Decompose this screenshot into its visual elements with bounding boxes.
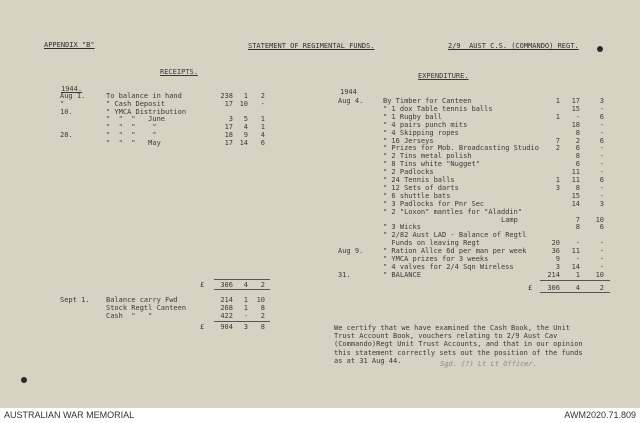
row-pence: -	[260, 99, 265, 108]
row-description: " " " "	[106, 123, 157, 132]
row-pence: 10	[595, 215, 604, 224]
row-shillings: 14	[571, 199, 580, 208]
row-description: " 2/82 Aust LAD - Balance of Regtl	[383, 231, 527, 240]
total-pounds: 306	[220, 281, 233, 289]
row-pence: -	[599, 247, 604, 256]
row-pence: 6	[260, 138, 265, 147]
row-shillings: 17	[571, 97, 580, 105]
row-description: " 1 Rugby ball	[383, 112, 443, 121]
expenditure-year: 1944	[340, 88, 357, 96]
row-shillings: 1	[243, 92, 248, 100]
certificate-line: this statement correctly sets out the position of the funds	[334, 348, 583, 357]
row-shillings: 5	[243, 115, 248, 124]
row-pence: -	[599, 128, 604, 137]
row-description: " Prizes for Mob. Broadcasting Studio	[383, 144, 539, 153]
exp-total-rule-2	[540, 292, 610, 293]
punch-hole-top	[597, 46, 603, 52]
row-pence: 10	[256, 296, 265, 304]
row-pence: -	[599, 144, 604, 153]
row-description: " BALANCE	[383, 270, 421, 279]
total-pence: 2	[260, 281, 265, 289]
receipts-total-rule	[214, 279, 270, 280]
row-shillings: 8	[575, 128, 580, 137]
row-shillings: 14	[571, 262, 580, 271]
row-pence: 2	[260, 312, 265, 320]
row-pounds: 214	[220, 296, 233, 304]
row-date: Aug 1.	[60, 92, 86, 100]
receipts-heading: RECEIPTS.	[160, 68, 198, 76]
row-description: " " " May	[106, 138, 161, 147]
row-description: By Timber for Canteen	[383, 97, 472, 105]
row-shillings: 11	[571, 247, 580, 256]
footer-left: AUSTRALIAN WAR MEMORIAL	[4, 410, 135, 420]
row-shillings: -	[575, 255, 580, 263]
row-description: " YMCA prizes for 3 weeks	[383, 255, 489, 263]
row-shillings: 6	[575, 160, 580, 169]
row-shillings: 14	[239, 138, 248, 147]
row-date: Aug 9.	[338, 247, 364, 256]
row-description: " 8 Tins white "Nugget"	[383, 160, 480, 169]
certificate-line: Trust Account Book, vouchers relating to 2/9 Aust Cav	[334, 332, 558, 341]
total-currency: £	[200, 323, 205, 331]
row-description: Stock Regtl Canteen	[106, 304, 187, 312]
row-pounds: 3	[555, 183, 560, 192]
row-pounds: 3	[228, 115, 233, 124]
row-description: " YMCA Distribution	[106, 107, 187, 116]
sept-subtotal-rule	[214, 321, 270, 322]
row-description: " 2 Padlocks	[383, 168, 434, 177]
row-description: " Ration Allce 6d per man per week	[383, 247, 527, 256]
row-pence: 6	[599, 136, 604, 145]
row-pounds: 2	[555, 144, 560, 153]
row-pence: -	[599, 191, 604, 200]
row-shillings: 11	[571, 176, 580, 184]
row-date: Aug 4.	[338, 97, 364, 105]
row-pence: 1	[260, 123, 265, 132]
row-description: " 24 Tennis balls	[383, 176, 455, 184]
row-shillings: 18	[571, 120, 580, 129]
certificate-line: (Commando)Regt Unit Trust Accounts, and that in our opinion	[334, 340, 583, 349]
total-shillings: 4	[243, 281, 248, 289]
row-description: " 3 Padlocks for Pnr Sec	[383, 199, 485, 208]
row-description: " 12 Sets of darts	[383, 183, 459, 192]
row-shillings: 15	[571, 104, 580, 113]
row-date: 31.	[338, 270, 351, 279]
row-shillings: 10	[239, 99, 248, 108]
row-pounds: 268	[220, 304, 233, 312]
row-pounds: 9	[555, 255, 560, 263]
row-description: Funds on leaving Regt	[383, 239, 480, 248]
expenditure-heading: EXPENDITURE.	[418, 72, 469, 80]
row-shillings: -	[243, 312, 248, 320]
row-date: 28.	[60, 131, 73, 139]
row-description: " 3 Wicks	[383, 223, 421, 232]
row-shillings: 1	[575, 270, 580, 279]
row-description: Lamp	[383, 215, 518, 224]
row-shillings: -	[575, 239, 580, 248]
row-pence: -	[599, 183, 604, 192]
row-pence: -	[599, 168, 604, 177]
row-description: " " " June	[106, 115, 166, 124]
punch-hole-bottom	[21, 377, 27, 383]
row-pounds: 214	[547, 270, 560, 279]
row-pence: 3	[599, 199, 604, 208]
receipts-total-rule-2	[214, 289, 270, 290]
row-shillings: 6	[575, 144, 580, 153]
row-pence: -	[599, 152, 604, 161]
total-shillings: 4	[575, 284, 580, 292]
row-description: " 4 valves for 2/4 Sqn Wireless	[383, 262, 514, 271]
row-pence: -	[599, 239, 604, 248]
row-pounds: 1	[555, 176, 560, 184]
row-description: " Cash Deposit	[106, 99, 166, 108]
receipts-year: 1944.	[61, 85, 83, 93]
row-shillings: 2	[575, 136, 580, 145]
total-currency: £	[528, 284, 533, 292]
row-shillings: 8	[575, 183, 580, 192]
footer-right: AWM2020.71.809	[564, 410, 636, 420]
row-pounds: 7	[555, 136, 560, 145]
row-shillings: 7	[575, 215, 580, 224]
row-pence: 10	[595, 270, 604, 279]
row-pence: -	[599, 120, 604, 129]
row-shillings: 1	[243, 304, 248, 312]
row-pence: 8	[260, 304, 265, 312]
row-pence: -	[599, 262, 604, 271]
row-description: Cash " "	[106, 312, 153, 320]
row-pence: 4	[260, 131, 265, 139]
certificate-line: as at 31 Aug 44.	[334, 356, 402, 365]
row-pounds: 17	[224, 123, 233, 132]
row-pence: 6	[599, 223, 604, 232]
total-pounds: 306	[547, 284, 560, 292]
exp-total-rule	[540, 280, 610, 281]
row-pence: -	[599, 104, 604, 113]
row-pence: 1	[260, 115, 265, 124]
total-shillings: 3	[243, 323, 248, 331]
row-pence: 6	[599, 176, 604, 184]
row-description: " 4 pairs punch mits	[383, 120, 468, 129]
row-date: Sept 1.	[60, 296, 90, 304]
row-pounds: 36	[551, 247, 560, 256]
row-pounds: 20	[551, 239, 560, 248]
row-pence: 2	[260, 92, 265, 100]
row-pounds: 1	[555, 112, 560, 121]
row-date: 10.	[60, 107, 73, 116]
total-pence: 2	[599, 284, 604, 292]
row-pence: -	[599, 255, 604, 263]
row-description: " 4 Skipping ropes	[383, 128, 459, 137]
row-description: " 1 dox Table tennis balls	[383, 104, 493, 113]
row-description: To balance in hand	[106, 92, 182, 100]
row-pounds: 3	[555, 262, 560, 271]
row-shillings: 15	[571, 191, 580, 200]
row-pounds: 17	[224, 138, 233, 147]
row-pence: 6	[599, 112, 604, 121]
row-description: " 16 Jerseys	[383, 136, 434, 145]
row-shillings: 9	[243, 131, 248, 139]
row-shillings: -	[575, 112, 580, 121]
row-shillings: 1	[243, 296, 248, 304]
row-pence: 3	[599, 97, 604, 105]
row-description: " 2 "Loxon" mantles for "Aladdin"	[383, 207, 523, 216]
statement-title: STATEMENT OF REGIMENTAL FUNDS.	[248, 42, 375, 50]
unit-name: 2/9 AUST C.S. (COMMANDO) REGT.	[448, 42, 579, 50]
row-pounds: 422	[220, 312, 233, 320]
row-shillings: 8	[575, 152, 580, 161]
row-shillings: 11	[571, 168, 580, 177]
row-shillings: 4	[243, 123, 248, 132]
row-pounds: 17	[224, 99, 233, 108]
row-pounds: 1	[555, 97, 560, 105]
row-description: " 2 Tins metal polish	[383, 152, 472, 161]
row-description: Balance carry Fwd	[106, 296, 178, 304]
signature-note: Sgd. (?) Lt Lt Officer.	[440, 360, 537, 368]
row-pounds: 238	[220, 92, 233, 100]
total-pounds: 904	[220, 323, 233, 331]
row-shillings: 8	[575, 223, 580, 232]
certificate-line: We certify that we have examined the Cash Book, the Unit	[334, 324, 571, 332]
appendix-label: APPENDIX "B"	[44, 41, 95, 49]
total-currency: £	[200, 281, 205, 289]
row-pence: -	[599, 160, 604, 169]
total-pence: 8	[260, 323, 265, 331]
row-description: " 6 shuttle bats	[383, 191, 451, 200]
row-pounds: 18	[224, 131, 233, 139]
row-date: "	[60, 99, 65, 108]
row-description: " " " "	[106, 131, 157, 139]
